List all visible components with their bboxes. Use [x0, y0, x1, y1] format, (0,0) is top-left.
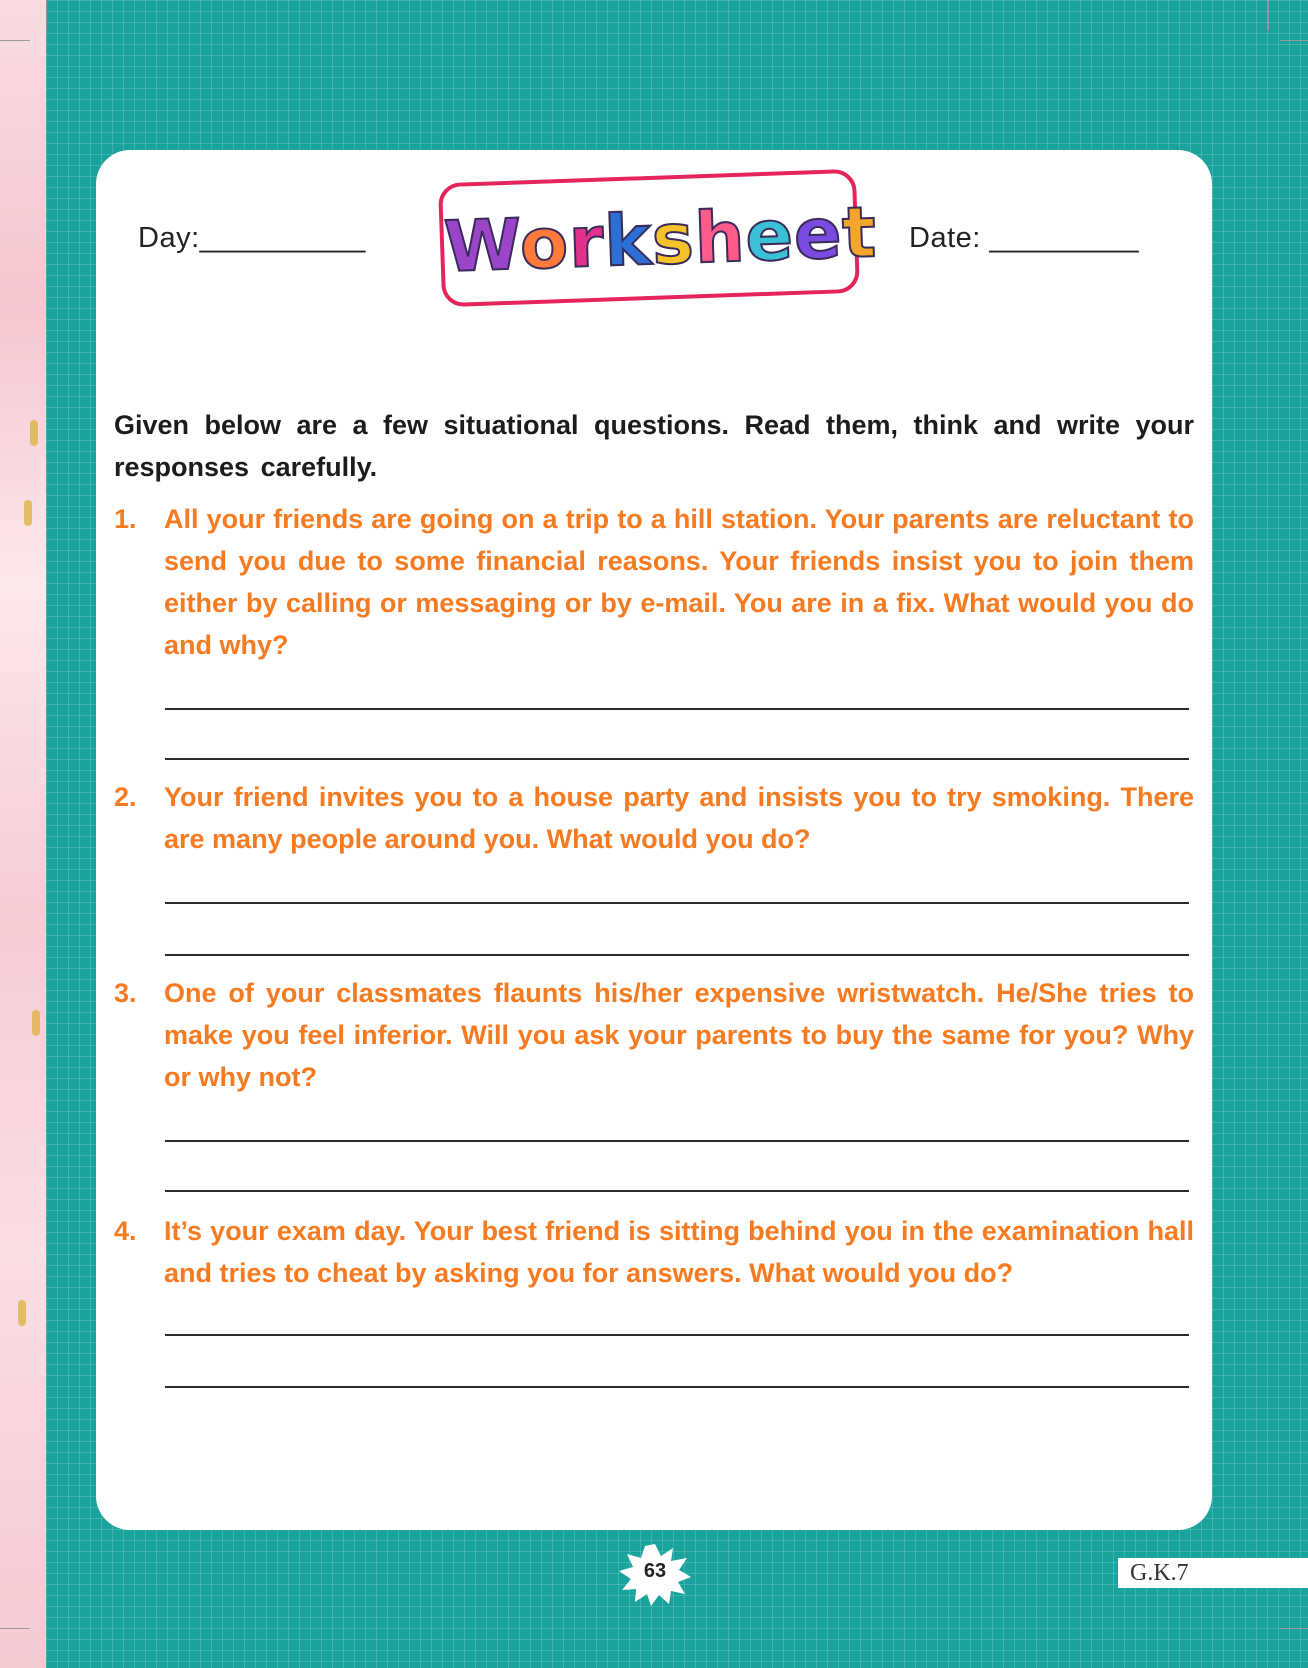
- worksheet-title-badge: [438, 169, 879, 308]
- crop-mark: [1268, 0, 1269, 30]
- question-text: Your friend invites you to a house party and insists you to try smoking. There are many people around you. What would you do?: [164, 782, 1194, 854]
- answer-line[interactable]: [165, 902, 1189, 904]
- crop-mark: [1280, 1628, 1308, 1629]
- crop-mark: [46, 0, 47, 30]
- gold-fleck: [24, 500, 32, 526]
- question-number: 3.: [114, 978, 137, 1008]
- answer-line[interactable]: [165, 758, 1189, 760]
- book-label: G.K.7: [1118, 1558, 1308, 1588]
- answer-line[interactable]: [165, 954, 1189, 956]
- question-number: 4.: [114, 1216, 137, 1246]
- question-text: All your friends are going on a trip to a hill station. Your parents are reluctant to send you due to some financial reasons. Your friends insist you to join them either by calling or messaging or by e-mail. You are in a fix. What would you do and why?: [164, 504, 1194, 660]
- question-text: It’s your exam day. Your best friend is sitting behind you in the examination hall and tries to cheat by asking you for answers. What would you do?: [164, 1216, 1194, 1288]
- day-field[interactable]: Day:__________: [138, 222, 366, 254]
- title-letter: k: [603, 198, 654, 283]
- decorative-pink-strip: [0, 0, 46, 1668]
- title-letter: h: [693, 195, 747, 280]
- answer-line[interactable]: [165, 1140, 1189, 1142]
- date-field[interactable]: Date: _________: [909, 222, 1140, 254]
- worksheet-title: [442, 191, 879, 290]
- title-letter: e: [792, 192, 844, 276]
- question-number: 1.: [114, 504, 137, 534]
- crop-mark: [0, 40, 30, 41]
- title-letter: e: [744, 193, 796, 278]
- question-text: One of your classmates flaunts his/her expensive wristwatch. He/She tries to make you feel inferior. Will you ask your parents to buy the same for you? Why or why not?: [164, 978, 1194, 1092]
- answer-line[interactable]: [165, 708, 1189, 710]
- answer-line[interactable]: [165, 1386, 1189, 1388]
- question-number: 2.: [114, 782, 137, 812]
- title-letter: t: [840, 191, 879, 275]
- gold-fleck: [18, 1300, 26, 1326]
- title-letter: W: [442, 203, 522, 289]
- gold-fleck: [32, 1010, 40, 1036]
- gold-fleck: [30, 420, 38, 446]
- instructions-text: Given below are a few situational questions. Read them, think and write your responses carefully.: [114, 410, 1194, 482]
- crop-mark: [0, 1628, 30, 1629]
- answer-line[interactable]: [165, 1190, 1189, 1192]
- title-letter: o: [518, 201, 571, 286]
- page-number: 63: [643, 1560, 667, 1582]
- crop-mark: [1280, 40, 1308, 41]
- title-letter: s: [650, 197, 697, 281]
- title-letter: r: [567, 200, 606, 284]
- answer-line[interactable]: [165, 1334, 1189, 1336]
